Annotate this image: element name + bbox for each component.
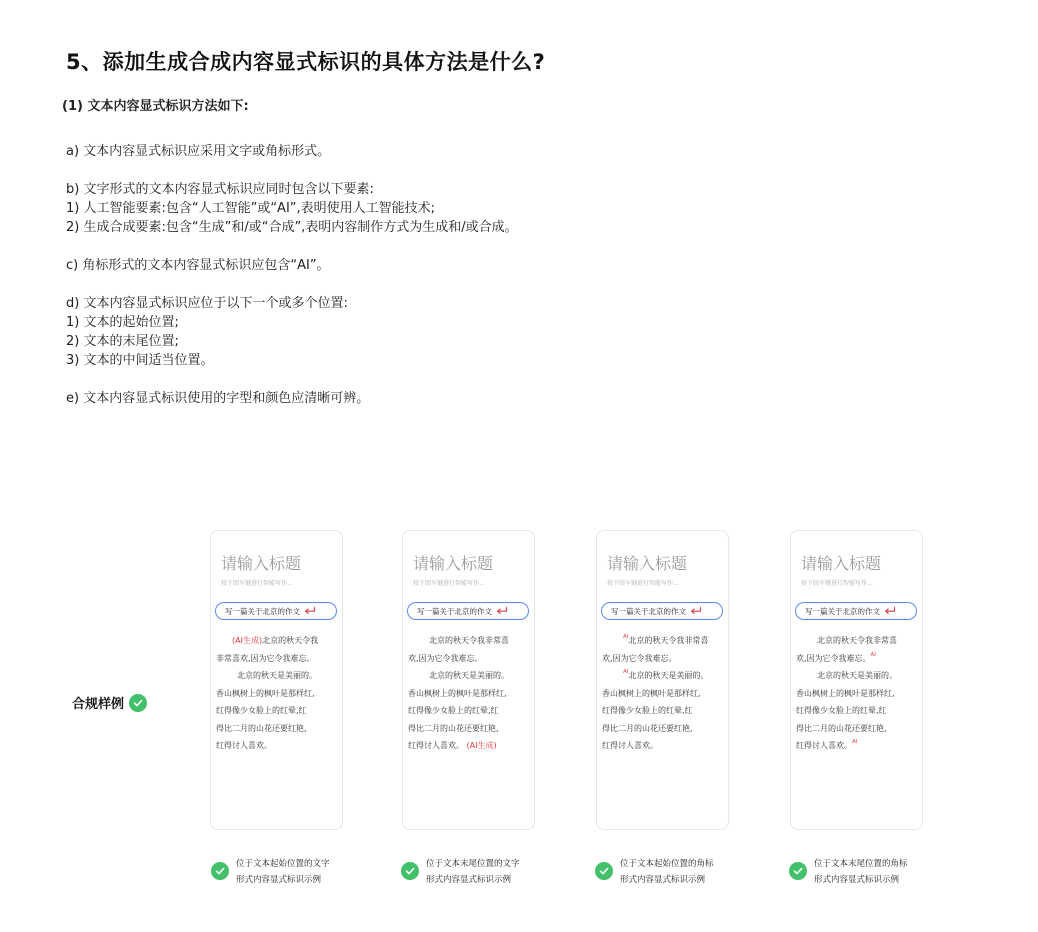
caption-line: 位于文本起始位置的文字 (236, 859, 330, 869)
prompt-chip[interactable] (795, 602, 917, 620)
requirement-b: b) 文字形式的文本内容显式标识应同时包含以下要素: (66, 182, 374, 197)
ai-corner-mark: AI (870, 651, 876, 658)
caption-4 (789, 856, 908, 888)
title-placeholder: 请输入标题 (801, 554, 882, 573)
caption-line: 形式内容显式标识示例 (426, 875, 512, 885)
title-placeholder: 请输入标题 (221, 554, 302, 573)
prompt-text: 写一篇关于北京的作文 (417, 606, 492, 616)
requirement-b1: 1) 人工智能要素:包含“人工智能”或“AI”,表明使用人工智能技术; (66, 201, 436, 216)
compliance-label-text: 合规样例 (72, 697, 125, 712)
requirement-d1: 1) 文本的起始位置; (66, 315, 179, 330)
example-phone-2 (402, 530, 535, 830)
ai-corner-mark: AI (623, 669, 629, 675)
check-circle-icon (595, 862, 613, 880)
compliance-label (72, 693, 147, 712)
enter-key-icon (690, 607, 702, 615)
prompt-chip[interactable] (601, 602, 723, 620)
caption-line: 位于文本末尾位置的角标 (814, 859, 908, 869)
title-placeholder: 请输入标题 (607, 554, 688, 573)
caption-line: 形式内容显式标识示例 (814, 875, 900, 885)
caption-line: 形式内容显式标识示例 (236, 875, 322, 885)
prompt-chip[interactable] (407, 602, 529, 620)
prompt-text: 写一篇关于北京的作文 (805, 606, 880, 616)
writing-hint: 按下回车键进行智能写作... (801, 580, 873, 587)
caption-1 (211, 856, 330, 888)
page-title: 5、添加生成合成内容显式标识的具体方法是什么? (66, 50, 546, 74)
check-circle-icon (789, 862, 807, 880)
generated-text: $^{AI}$北京的秋天令我非常喜 欢,因为它令我难忘。 $^{AI}$北京的秋天是美丽的。 香山枫树上的枫叶是那样红, 红得像少女脸上的红晕,红 得比二月的山花还要红艳, 红得讨人喜欢。 (602, 634, 709, 750)
enter-key-icon (496, 607, 508, 615)
caption-line: 位于文本末尾位置的文字 (426, 859, 520, 869)
requirement-a: a) 文本内容显式标识应采用文字或角标形式。 (66, 144, 331, 159)
enter-key-icon (884, 607, 896, 615)
check-circle-icon (129, 694, 147, 712)
caption-line: 位于文本起始位置的角标 (620, 859, 714, 869)
section-subtitle: (1) 文本内容显式标识方法如下: (62, 99, 249, 114)
ai-corner-mark: AI (623, 634, 629, 640)
writing-hint: 按下回车键进行智能写作... (221, 580, 293, 587)
caption-3 (595, 856, 714, 888)
requirement-d3: 3) 文本的中间适当位置。 (66, 353, 214, 368)
ai-corner-mark: AI (852, 739, 858, 745)
requirement-c: c) 角标形式的文本内容显式标识应包含“AI”。 (66, 258, 330, 273)
writing-hint: 按下回车键进行智能写作... (607, 580, 679, 587)
generated-text: 北京的秋天令我非常喜 欢,因为它令我难忘。 北京的秋天是美丽的。 香山枫树上的枫叶是那样红, 红得像少女脸上的红晕,红 得比二月的山花还要红艳, 红得讨人喜欢。 (AI生成) (408, 636, 509, 750)
check-circle-icon (211, 862, 229, 880)
example-phone-4 (790, 530, 923, 830)
example-phone-3 (596, 530, 729, 830)
ai-text-mark: (AI生成) (466, 741, 497, 750)
enter-key-icon (304, 607, 316, 615)
requirement-b2: 2) 生成合成要素:包含“生成”和/或“合成”,表明内容制作方式为生成和/或合成。 (66, 220, 518, 235)
example-phone-1 (210, 530, 343, 830)
generated-text: (AI生成)北京的秋天令我 非常喜欢,因为它令我难忘。 北京的秋天是美丽的。 香山枫树上的枫叶是那样红, 红得像少女脸上的红晕,红 得比二月的山花还要红艳, 红得讨人喜欢。 (216, 636, 319, 750)
caption-2 (401, 856, 520, 888)
writing-hint: 按下回车键进行智能写作... (413, 580, 485, 587)
requirement-d2: 2) 文本的末尾位置; (66, 334, 179, 349)
ai-text-mark: (AI生成) (232, 636, 263, 645)
prompt-text: 写一篇关于北京的作文 (611, 606, 686, 616)
title-placeholder: 请输入标题 (413, 554, 494, 573)
prompt-chip[interactable] (215, 602, 337, 620)
generated-text: 北京的秋天令我非常喜 欢,因为它令我难忘。$^{AI}$ 北京的秋天是美丽的。 香山枫树上的枫叶是那样红, 红得像少女脸上的红晕,红 得比二月的山花还要红艳, 红得讨人喜欢。$^{AI}$ (796, 636, 897, 750)
requirements-text (66, 142, 518, 408)
check-circle-icon (401, 862, 419, 880)
caption-line: 形式内容显式标识示例 (620, 875, 706, 885)
prompt-text: 写一篇关于北京的作文 (225, 606, 300, 616)
requirement-d: d) 文本内容显式标识应位于以下一个或多个位置: (66, 296, 348, 311)
requirement-e: e) 文本内容显式标识使用的字型和颜色应清晰可辨。 (66, 391, 370, 406)
